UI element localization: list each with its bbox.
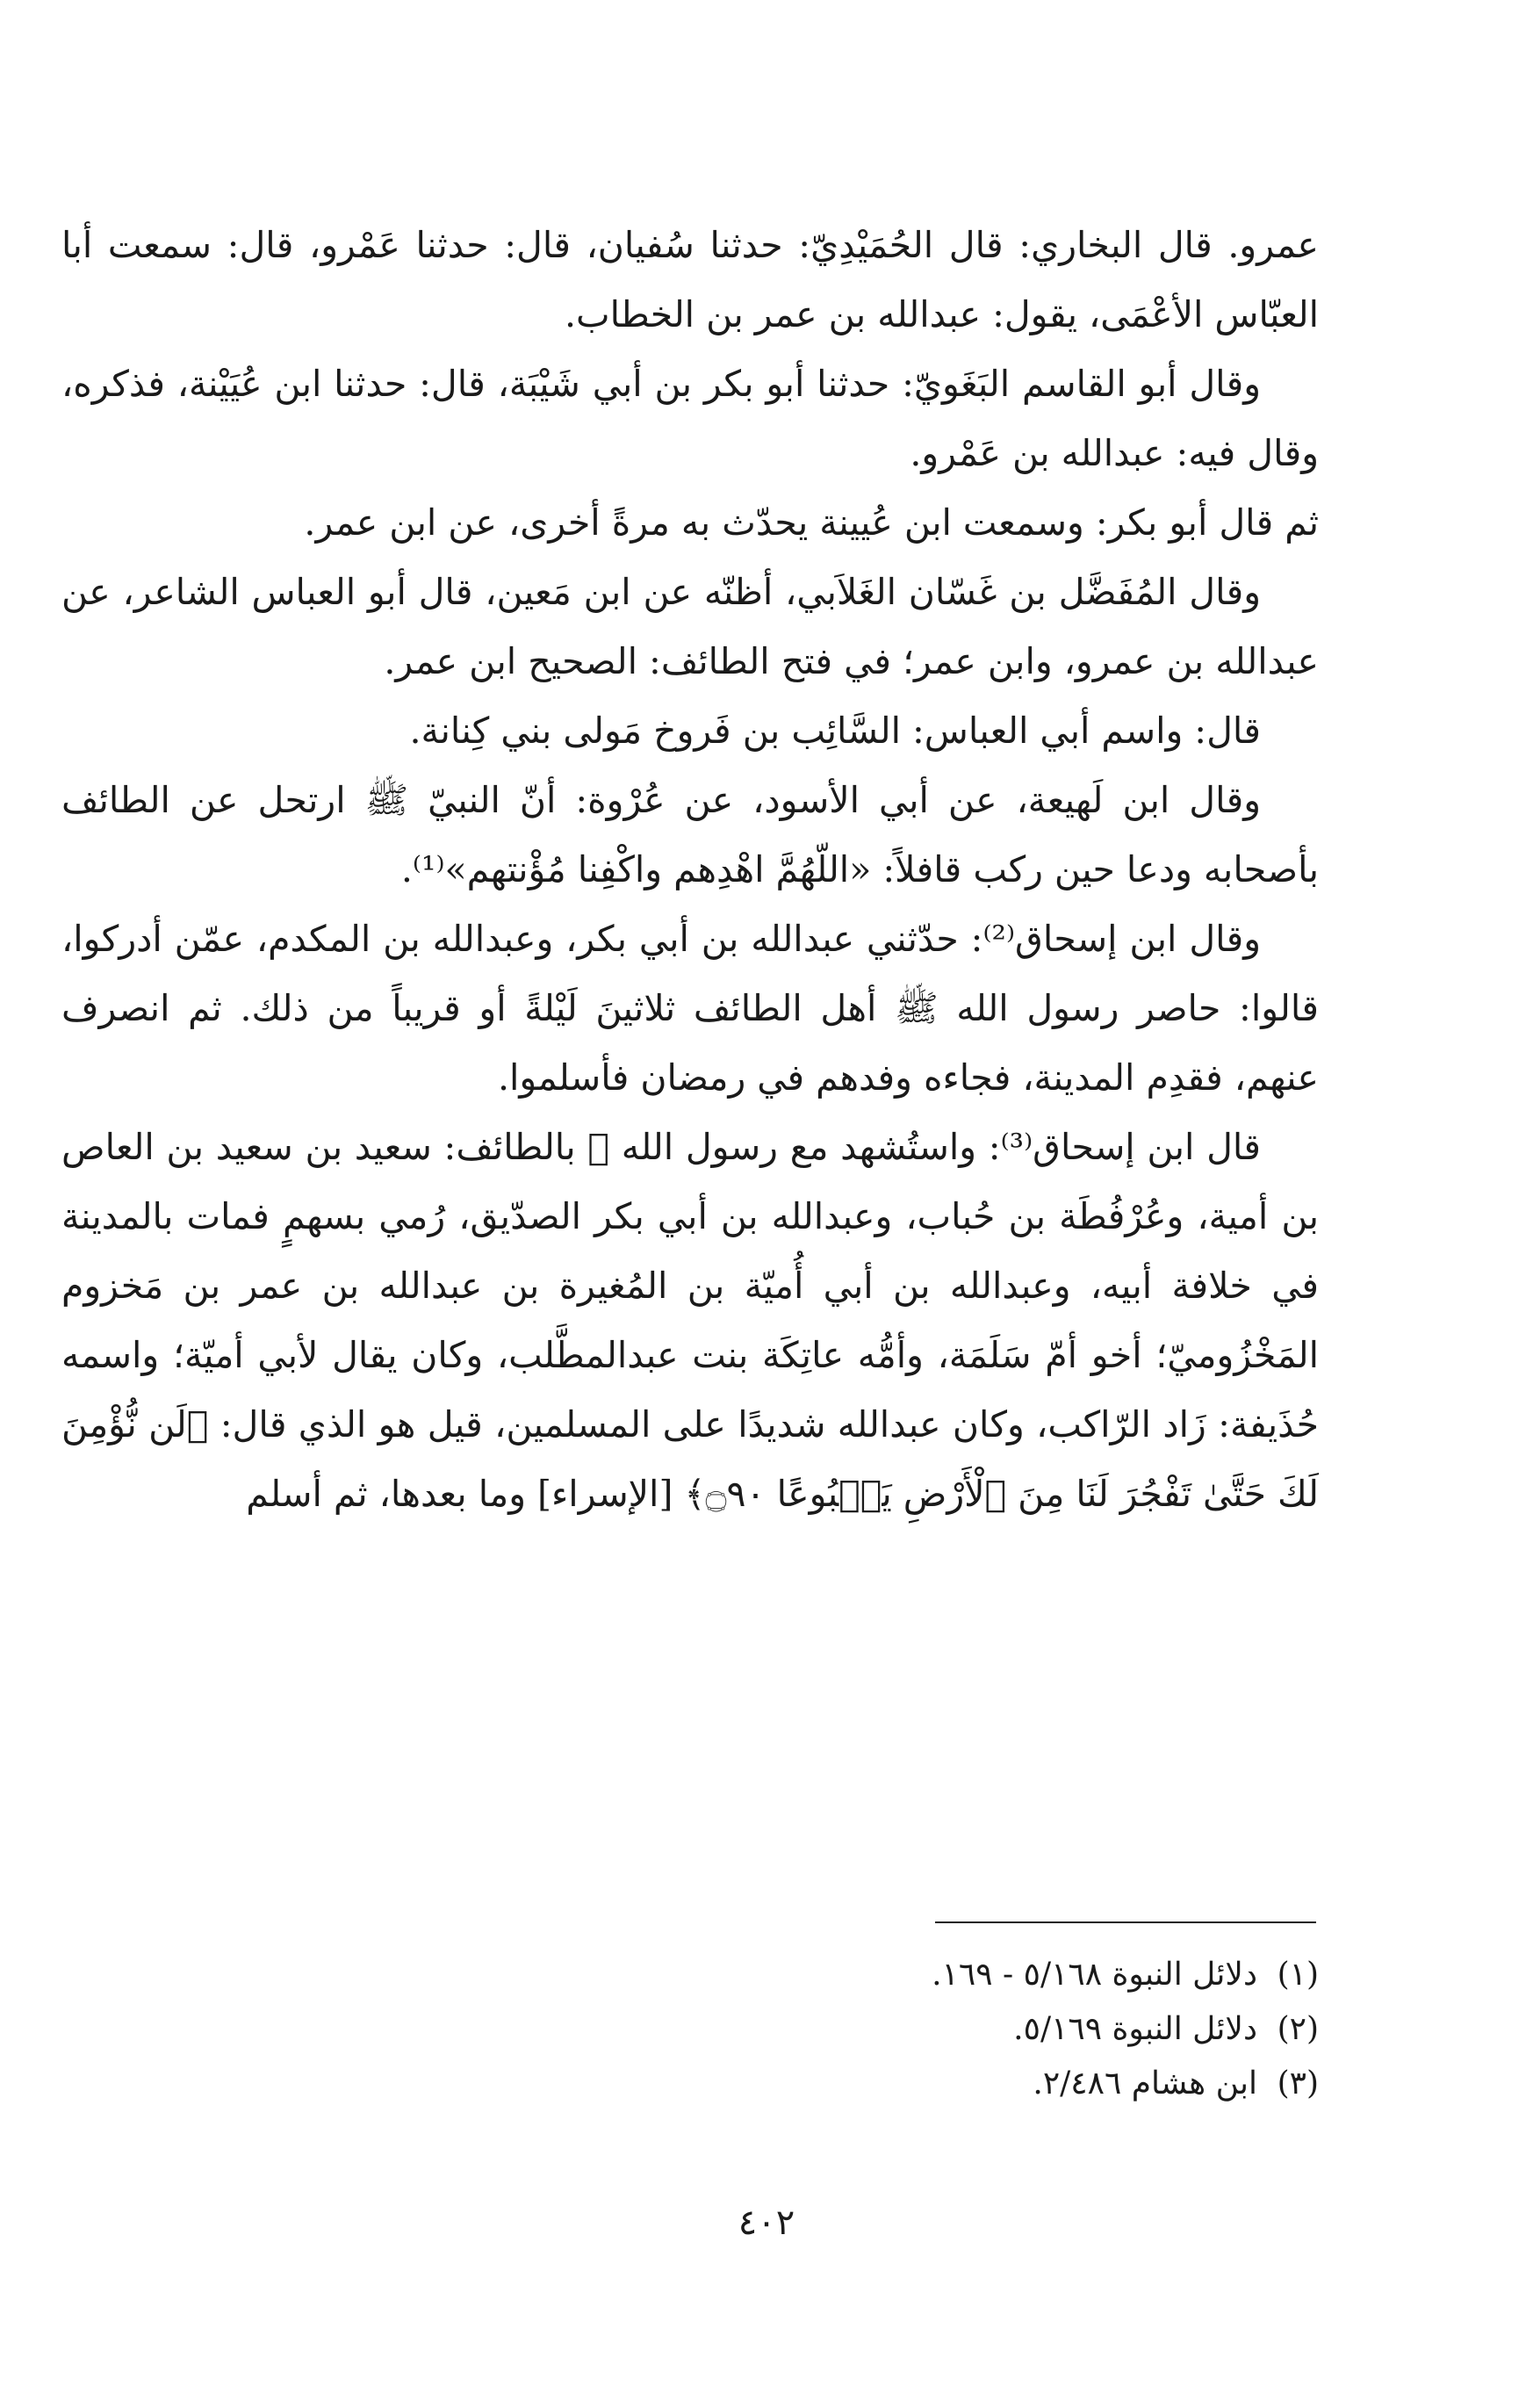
paragraph-7: وقال ابن إسحاق⁽²⁾: حدّثني عبدالله بن أبي بكر، وعبدالله بن المكدم، عمّن أدركوا، قالوا: حاصر رسول الله ﷺ أهل الطائف ثلاثينَ لَيْلةً أو قريباً من ذلك. ثم انصرف عنهم، فقدِم المدينة، فجاءه وفدهم في رمضان فأسلموا. <box>61 918 1319 1099</box>
paragraph-3: ثم قال أبو بكر: وسمعت ابن عُيينة يحدّث به مرةً أخرى، عن ابن عمر. <box>304 501 1319 544</box>
footnote-text: دلائل النبوة ٥/١٦٨ - ١٦٩. <box>932 1957 1257 1993</box>
paragraph-1: عمرو. قال البخاري: قال الحُمَيْدِيّ: حدثنا سُفيان، قال: حدثنا عَمْرو، قال: سمعت أبا العبّاس الأعْمَى، يقول: عبدالله بن عمر بن الخطاب. <box>61 224 1319 335</box>
footnote-2 <box>615 2002 1319 2057</box>
footnote-text: دلائل النبوة ٥/١٦٩. <box>1013 2011 1257 2047</box>
paragraph-6: وقال ابن لَهيعة، عن أبي الأسود، عن عُرْوة: أنّ النبيّ ﷺ ارتحل عن الطائف بأصحابه ودعا حين ركب قافلاً: «اللّهُمَّ اهْدِهم واكْفِنا مُؤْنتهم»⁽¹⁾. <box>61 779 1319 890</box>
paragraph-4: وقال المُفَضَّل بن غَسّان الغَلاَبي، أظنّه عن ابن مَعين، قال أبو العباس الشاعر، عن عبدالله بن عمرو، وابن عمر؛ في فتح الطائف: الصحيح ابن عمر. <box>61 571 1319 682</box>
footnote-text: ابن هشام ٢/٤٨٦. <box>1033 2066 1257 2102</box>
paragraph-8: قال ابن إسحاق⁽³⁾: واستُشهد مع رسول الله ﷺ بالطائف: سعيد بن سعيد بن العاص بن أمية، وعُرْفُطَة بن حُباب، وعبدالله بن أبي بكر الصدّيق، رُمي بسهمٍ فمات بالمدينة في خلافة أبيه، وعبدالله بن أبي أُميّة بن المُغيرة بن عبدالله بن عمر بن مَخزوم المَخْزُوميّ؛ أخو أمّ سَلَمَة، وأمُّه عاتِكَة بنت عبدالمطَّلب، وكان يقال لأبي أميّة؛ واسمه حُذَيفة: زَاد الرّاكب، وكان عبدالله شديدًا على المسلمين، قيل هو الذي قال: ﴿لَن نُّؤْمِنَ لَكَ حَتَّىٰ تَفْجُرَ لَنَا مِنَ ٱلْأَرْضِ يَنۢبُوعًا ۝٩٠﴾ [الإسراء] وما بعدها، ثم أسلم <box>61 1126 1319 1515</box>
footnote-1 <box>615 1948 1319 2002</box>
footnote-separator <box>935 1921 1316 1923</box>
footnote-number: (٢) <box>1277 2011 1319 2047</box>
footnote-number: (٣) <box>1277 2066 1319 2102</box>
footnote-3 <box>615 2057 1319 2111</box>
footnote-number: (١) <box>1277 1957 1319 1993</box>
page-number: ٤٠٢ <box>738 2203 795 2243</box>
paragraph-2: وقال أبو القاسم البَغَويّ: حدثنا أبو بكر بن أبي شَيْبَة، قال: حدثنا ابن عُيَيْنة، فذكره، وقال فيه: عبدالله بن عَمْرو. <box>61 363 1319 474</box>
footnotes <box>615 1948 1319 2111</box>
paragraph-5: قال: واسم أبي العباس: السَّائِب بن فَروخ مَولى بني كِنانة. <box>409 710 1261 752</box>
main-text <box>61 211 1319 1529</box>
